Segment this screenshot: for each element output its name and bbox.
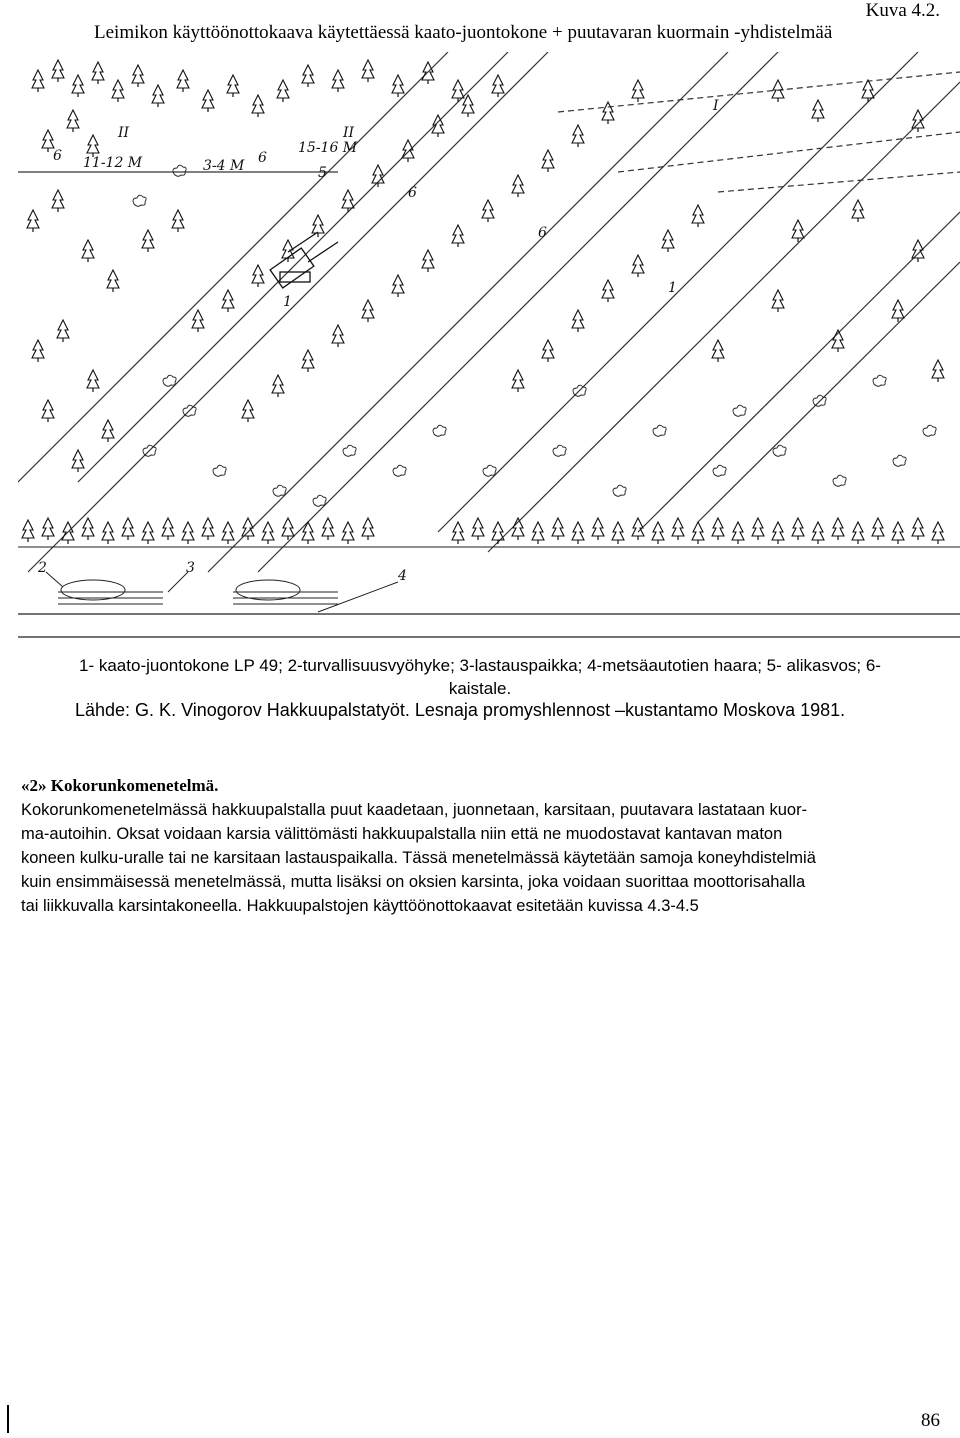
label-6c: 6 [408,185,417,201]
section-heading: «2» Kokorunkomenetelmä. [21,776,219,795]
label-6b: 6 [258,150,267,166]
figure-source: Lähde: G. K. Vinogorov Hakkuupalstatyöt. Lesnaja promyshlennost –kustantamo Moskova 1981. [75,700,846,720]
paragraph-line: Kokorunkomenetelmässä hakkuupalstalla puut kaadetaan, juonnetaan, karsitaan, puutavara lastataan kuor- [21,801,808,819]
label-6d: 6 [538,225,547,241]
label-roman-2: II [118,125,130,141]
bottom-tree-line [18,518,960,547]
forest-strip-illustration [18,52,960,646]
figure-number: Kuva 4.2. [865,0,940,21]
diagonal-strip-lines [18,52,960,572]
figure-title: Leimikon käyttöönottokaava käytettäessä kaato-juontokone + puutavaran kuormain -yhdistelmää [94,22,833,43]
page-number: 86 [921,1410,940,1431]
label-5: 5 [318,165,327,181]
caption-line: kaistale. [448,679,512,698]
label-6: 6 [53,148,62,164]
label-roman-2b: II [343,125,355,141]
paragraph-line: kuin ensimmäisessä menetelmässä, mutta lisäksi on oksien karsinta, joka voidaan suorittaa moottorisahalla [21,873,806,891]
forest-road [18,614,960,637]
label-width-3-4: 3-4 M [203,158,245,174]
tree-rows [27,60,944,472]
label-roman-1: I [713,98,719,114]
margin-bar [7,1405,9,1433]
label-3: 3 [186,560,195,576]
label-1: 1 [283,294,292,310]
paragraph-line: ma-autoihin. Oksat voidaan karsia välittömästi hakkuupalstalla niin että ne muodostavat kantavan maton [21,825,783,843]
label-width-11-12: 11-12 M [83,155,143,171]
paragraph-line: tai liikkuvalla karsintakoneella. Hakkuupalstojen käyttöönottokaavat esitetään kuvissa 4.3-4.5 [21,897,699,915]
log-piles [58,580,338,604]
undergrowth [133,165,936,506]
label-width-15-16: 15-16 M [298,140,358,156]
label-2: 2 [38,560,47,576]
skidder-machine [270,232,338,288]
label-1b: 1 [668,280,677,296]
label-4: 4 [398,568,407,584]
paragraph-line: koneen kulku-uralle tai ne karsitaan lastauspaikalla. Tässä menetelmässä käytetään samoja koneyhdistelmiä [21,849,816,867]
body-paragraph [21,798,941,918]
caption-line: 1- kaato-juontokone LP 49; 2-turvallisuusvyöhyke; 3-lastauspaikka; 4-metsäautotien haara; 5- alikasvos; 6- [79,656,881,675]
figure-caption [30,654,930,700]
